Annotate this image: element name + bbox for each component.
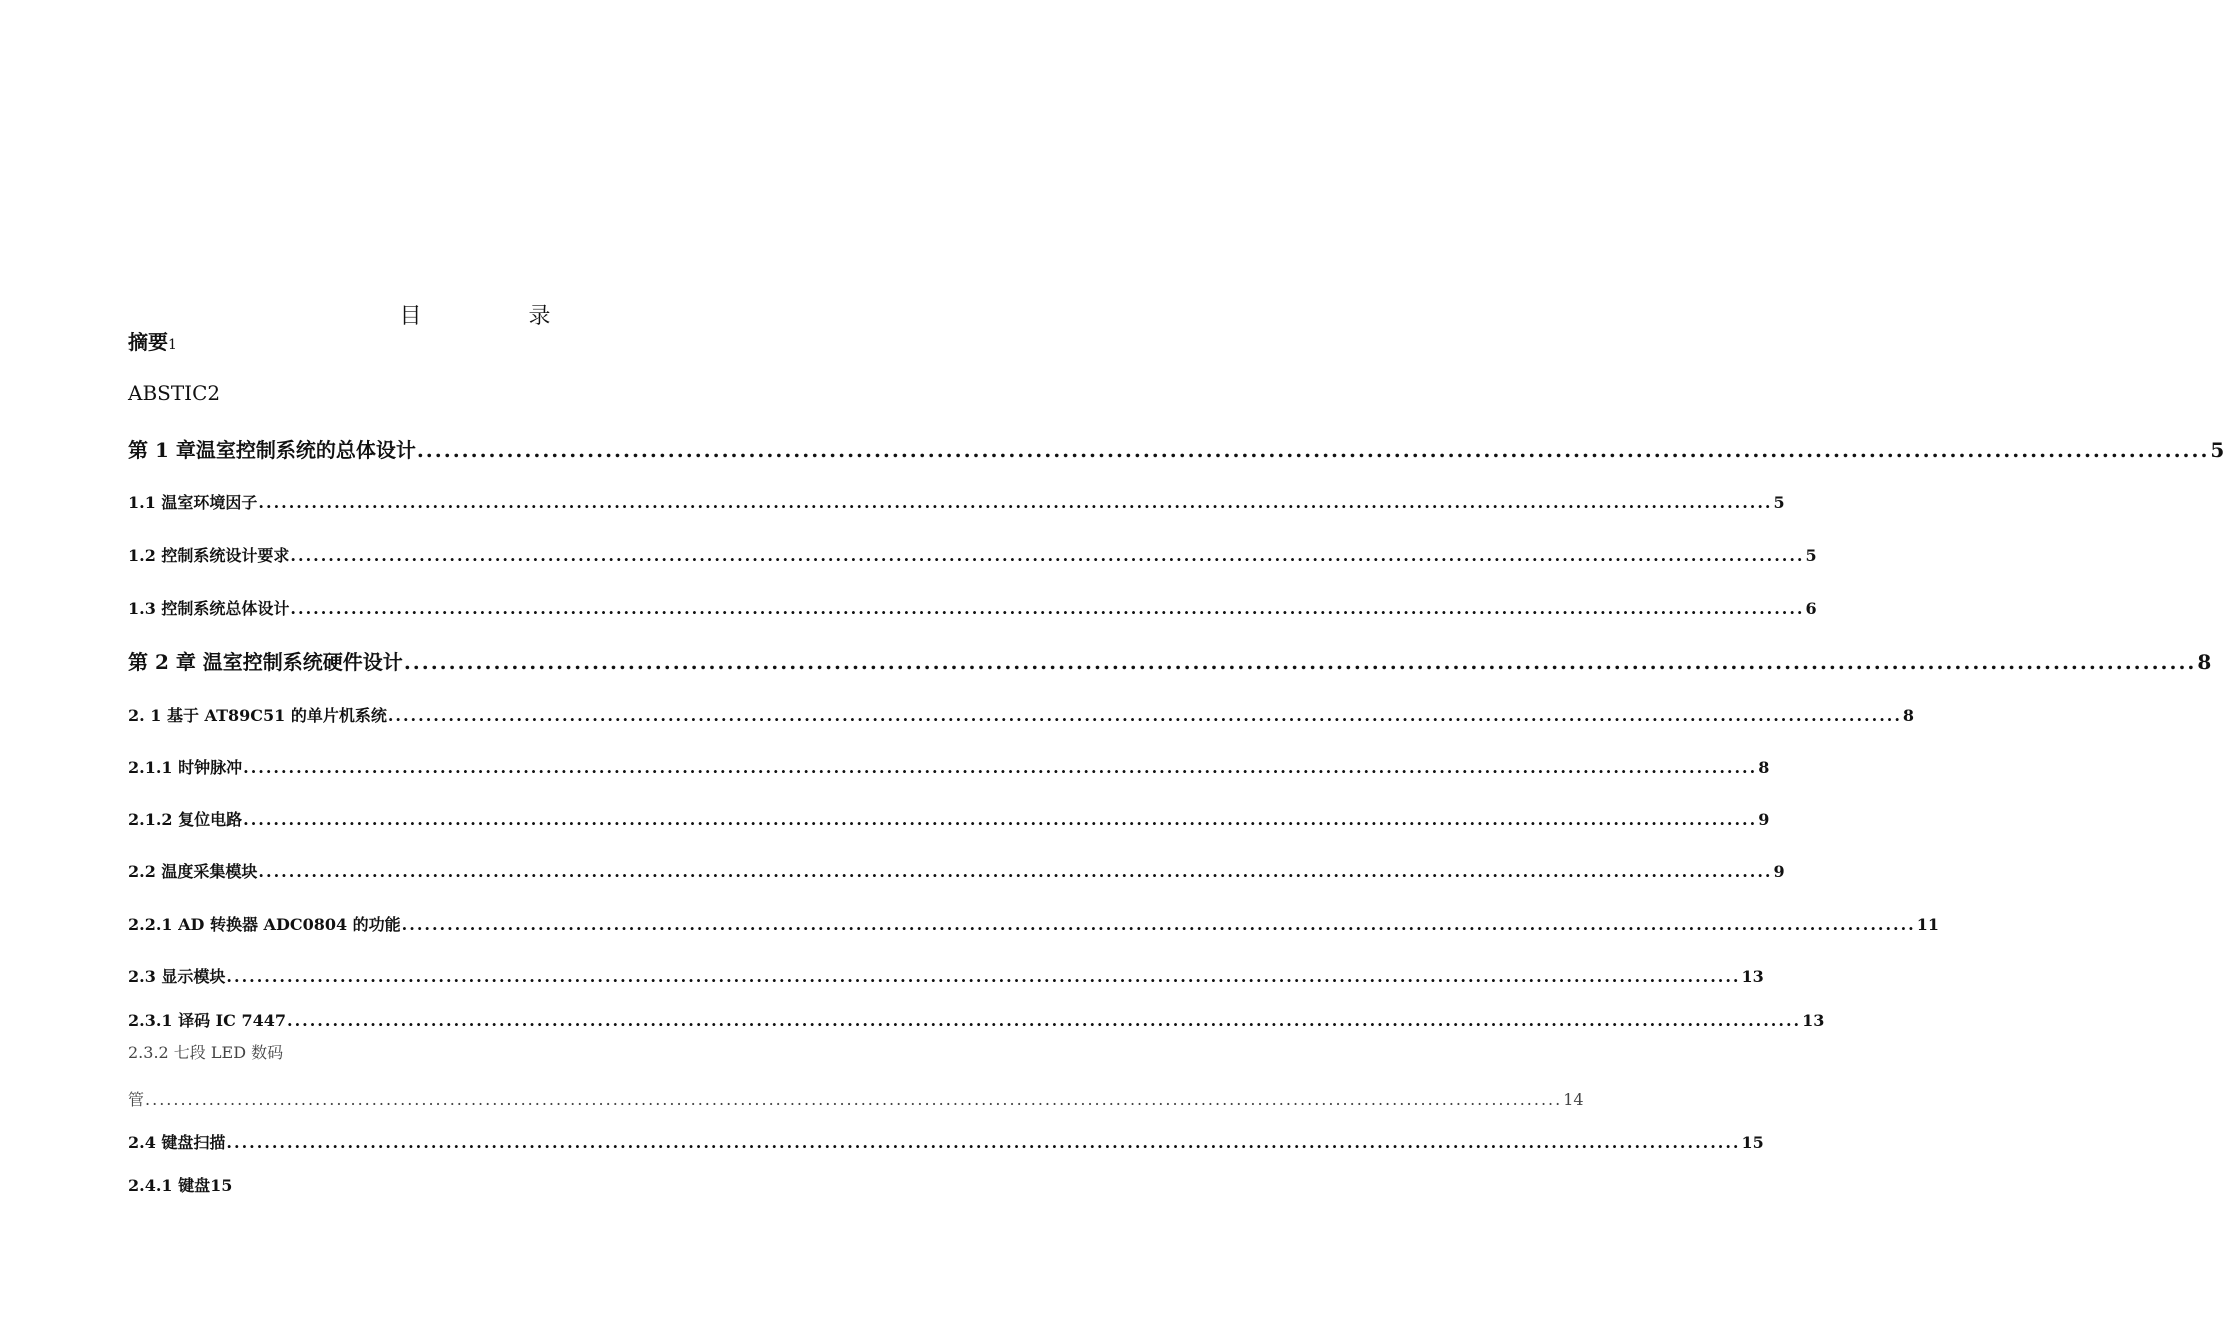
toc-entry-chapter-1[interactable]: [128, 434, 2224, 463]
toc-entry-label: 摘要: [128, 330, 168, 354]
toc-entry-label: 2.1.1 时钟脉冲: [128, 758, 243, 777]
toc-entry-page: 9: [1773, 862, 1785, 881]
toc-entry-label: ABSTIC2: [128, 381, 221, 405]
toc-leader-dots: ........................................................................................................................................................................................................: [290, 546, 1805, 565]
toc-entry-label: 2.3.1 译码 IC 7447: [128, 1011, 287, 1030]
toc-leader-dots: ........................................................................................................................................................................................................: [243, 810, 1758, 829]
toc-title: 目 录: [399, 303, 601, 329]
toc-entry-2-2[interactable]: [128, 859, 1785, 882]
toc-entry-abstract-cn[interactable]: [128, 326, 177, 355]
toc-entry-2-3-2-line1[interactable]: [128, 1040, 283, 1063]
toc-entry-page: 13: [1802, 1011, 1825, 1030]
toc-leader-dots: ........................................................................................................................................................................................................: [243, 758, 1758, 777]
toc-entry-label: 1.1 温室环境因子: [128, 493, 258, 512]
toc-entry-label: 1.2 控制系统设计要求: [128, 546, 290, 565]
toc-entry-page: 8: [1758, 758, 1770, 777]
toc-leader-dots: ........................................................................................................................................................................................................: [145, 1090, 1563, 1109]
toc-entry-page: 6: [1805, 599, 1817, 618]
toc-entry-1-1[interactable]: [128, 490, 1785, 513]
toc-entry-label: 1.3 控制系统总体设计: [128, 599, 290, 618]
toc-leader-dots: ........................................................................................................................................................................................................: [290, 599, 1805, 618]
toc-entry-2-3[interactable]: [128, 964, 1764, 987]
toc-entry-page: 9: [1758, 810, 1770, 829]
toc-leader-dots: ........................................................................................................................................................................................................: [401, 915, 1916, 934]
toc-leader-dots: ........................................................................................................................................................................................................: [258, 493, 1773, 512]
toc-leader-dots: ........................................................................................................................................................................................................: [403, 650, 2197, 674]
toc-entry-1-2[interactable]: [128, 543, 1817, 566]
toc-entry-label: 2.2 温度采集模块: [128, 862, 258, 881]
toc-entry-page: 13: [1741, 967, 1764, 986]
toc-entry-label: 2.3 显示模块: [128, 967, 226, 986]
toc-entry-abstract-en[interactable]: [128, 381, 220, 405]
toc-entry-label: 2.2.1 AD 转换器 ADC0804 的功能: [128, 915, 401, 934]
toc-leader-dots: ........................................................................................................................................................................................................: [226, 967, 1741, 986]
toc-leader-dots: ........................................................................................................................................................................................................: [226, 1133, 1741, 1152]
toc-entry-page: 8: [1902, 706, 1915, 725]
toc-entry-page: 5: [2210, 438, 2224, 462]
toc-entry-2-4[interactable]: [128, 1130, 1764, 1153]
toc-entry-2-2-1[interactable]: [128, 912, 1939, 935]
toc-entry-2-1-2[interactable]: [128, 807, 1770, 830]
toc-entry-page: 14: [1563, 1090, 1584, 1109]
toc-leader-dots: ........................................................................................................................................................................................................: [387, 706, 1902, 725]
toc-entry-page: 11: [1916, 915, 1939, 934]
toc-entry-chapter-2[interactable]: [128, 646, 2212, 675]
toc-entry-1-3[interactable]: [128, 596, 1817, 619]
toc-entry-page: 15: [1741, 1133, 1764, 1152]
toc-entry-2-4-1[interactable]: [128, 1173, 232, 1196]
toc-entry-page: 8: [2197, 650, 2212, 674]
toc-entry-2-3-2-line2[interactable]: [128, 1087, 1584, 1110]
toc-entry-2-3-1[interactable]: [128, 1008, 1825, 1031]
toc-entry-label: 第 2 章 温室控制系统硬件设计: [128, 650, 403, 674]
toc-leader-dots: ........................................................................................................................................................................................................: [416, 438, 2210, 462]
toc-entry-2-1-1[interactable]: [128, 755, 1770, 778]
toc-leader-dots: ........................................................................................................................................................................................................: [287, 1011, 1802, 1030]
toc-entry-label: 2.4 键盘扫描: [128, 1133, 226, 1152]
toc-entry-label: 2. 1 基于 AT89C51 的单片机系统: [128, 706, 387, 725]
toc-entry-label: 2.3.2 七段 LED 数码: [128, 1043, 284, 1062]
toc-entry-page: 1: [168, 337, 177, 353]
toc-entry-label: 2.1.2 复位电路: [128, 810, 243, 829]
toc-entry-page: 5: [1805, 546, 1817, 565]
toc-entry-page: 5: [1773, 493, 1785, 512]
toc-entry-label: 第 1 章温室控制系统的总体设计: [128, 438, 416, 462]
toc-entry-label: 管: [128, 1090, 145, 1109]
toc-entry-2-1[interactable]: [128, 703, 1915, 726]
toc-leader-dots: ........................................................................................................................................................................................................: [258, 862, 1773, 881]
toc-entry-label: 2.4.1 键盘15: [128, 1176, 233, 1195]
